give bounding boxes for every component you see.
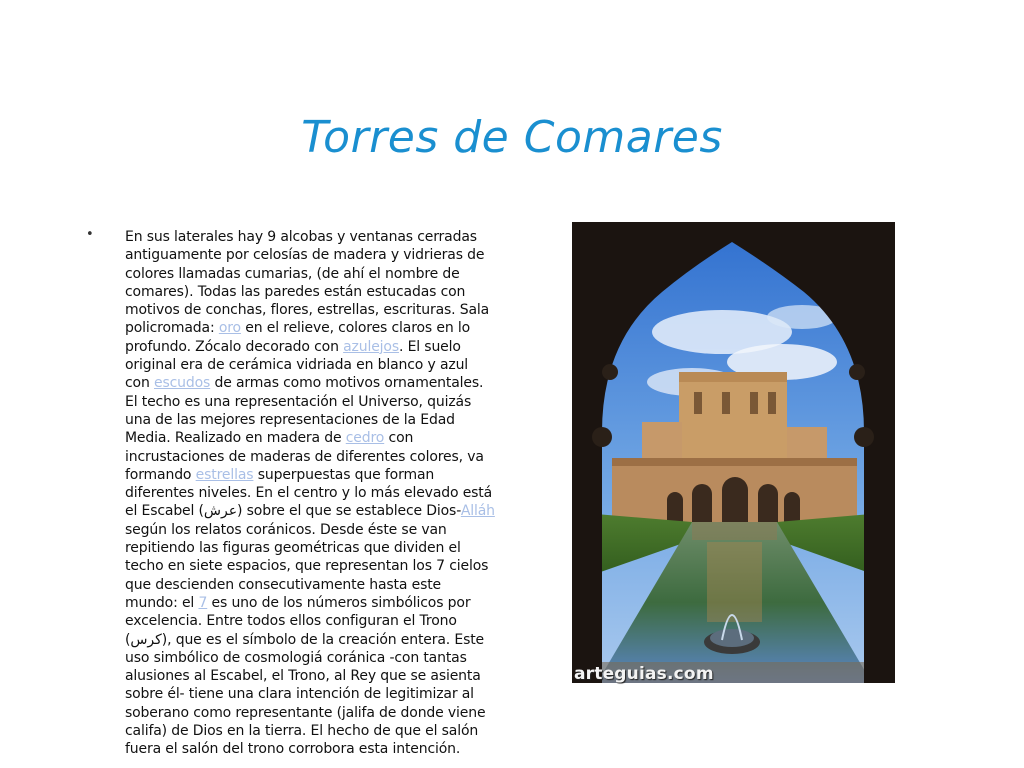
paragraph-text: con incrustaciones de maderas de diferentes colores, va formando — [125, 430, 484, 483]
link-escudos[interactable]: escudos — [154, 375, 211, 392]
paragraph-text: de armas como motivos ornamentales. El techo es una representación el Universo, quizás una de las mejores representaciones de la Edad Media. Realizado en madera de — [125, 375, 484, 447]
bullet-marker: • — [86, 227, 94, 242]
photo-watermark: arteguias.com — [574, 664, 714, 684]
link-all-h[interactable]: Alláh — [460, 503, 495, 520]
paragraph-text: en el relieve, colores claros en lo profundo. Zócalo decorado con — [125, 320, 471, 355]
slide-title: Torres de Comares — [301, 112, 723, 163]
paragraph-text: superpuestas que forman diferentes niveles. En el centro y lo más elevado está el Escabel (عرش) sobre el que se establece Dios- — [125, 466, 493, 520]
link-cedro[interactable]: cedro — [345, 430, 385, 447]
link-oro[interactable]: oro — [218, 320, 241, 337]
body-paragraph — [125, 228, 497, 759]
paragraph-text: . El suelo original era de cerámica vidriada en blanco y azul con — [125, 338, 469, 392]
paragraph-text: En sus laterales hay 9 alcobas y ventanas cerradas antiguamente por celosías de madera y vidrieras de colores llamadas cumarias, (de ahí el nombre de comares). Todas las paredes están estucadas con motivos de conchas, flores, estrellas, escrituras. Sala policromada: — [125, 229, 490, 337]
paragraph-text: según los relatos coránicos. Desde éste se van repitiendo las figuras geométricas que dividen el techo en siete espacios, que representan los 7 cielos que descienden consecutivamente hasta este mundo: el — [125, 521, 489, 611]
paragraph-text: es uno de los números simbólicos por excelencia. Entre todos ellos configuran el Trono (كرس), que es el símbolo de la creación entera. Este uso simbólico de cosmologiá coránica -con tantas alusiones al Escabel, el Trono, al Rey que se asienta sobre él- tiene una clara intención de legitimizar al soberano como representante (jalifa de donde viene califa) de Dios en la tierra. El hecho de que el salón fuera el salón del trono corrobora esta intención. — [125, 594, 486, 758]
alhambra-courtyard-photo — [572, 222, 895, 683]
link-estrellas[interactable]: estrellas — [195, 466, 254, 483]
link-7[interactable]: 7 — [198, 594, 208, 611]
link-azulejos[interactable]: azulejos — [343, 338, 399, 355]
